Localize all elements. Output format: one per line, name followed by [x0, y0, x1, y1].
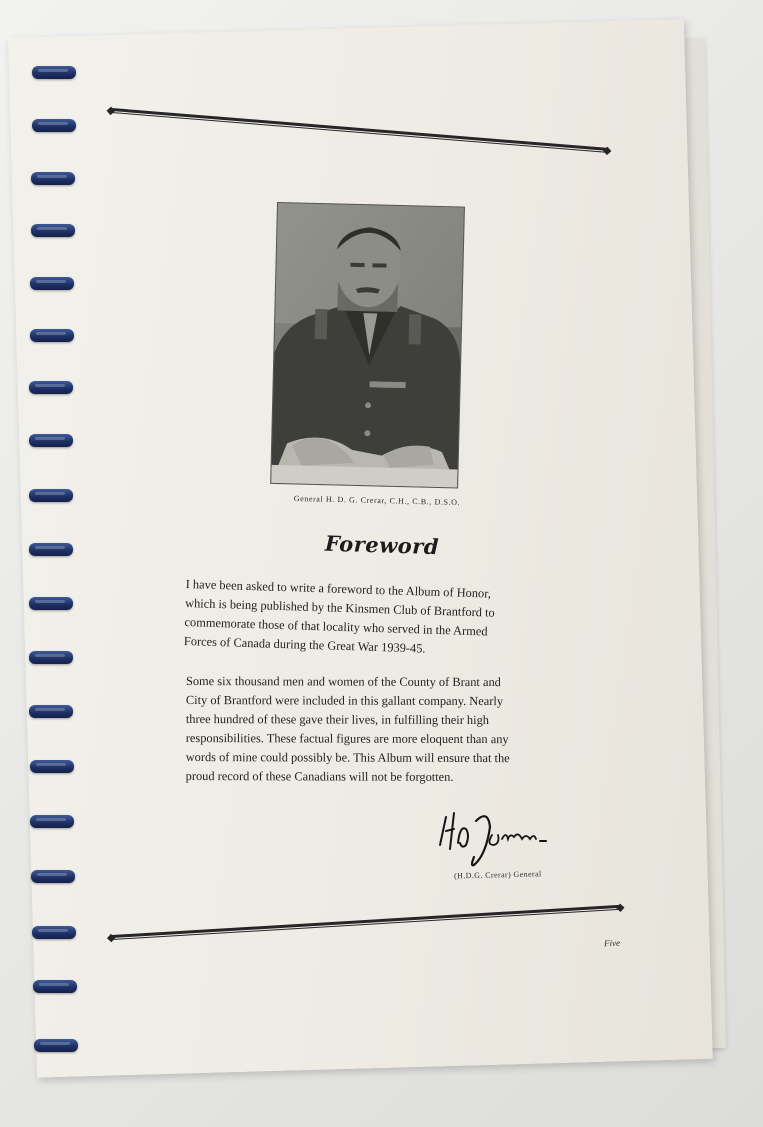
spiral-coil-icon	[29, 597, 73, 610]
spiral-coil-icon	[34, 1039, 78, 1052]
spiral-coil-icon	[31, 172, 75, 185]
page-number: Five	[603, 937, 621, 949]
spiral-coil-icon	[30, 815, 74, 828]
general-portrait-icon	[271, 203, 464, 487]
paragraph-line: Some six thousand men and women of the County of Brant and	[185, 674, 501, 690]
signature-name: (H.D.G. Crerar) General	[453, 869, 542, 881]
paragraph-line: proud record of these Canadians will not be forgotten.	[185, 768, 454, 784]
paragraph-line: City of Brantford were included in this gallant company. Nearly	[185, 692, 504, 709]
foreword-paragraph-2	[186, 672, 556, 787]
spiral-coil-icon	[32, 926, 76, 939]
paragraph-line: I have been asked to write a foreword to the Album of Honor,	[185, 576, 492, 601]
paragraph-line: commemorate those of that locality who served in the Armed	[184, 614, 488, 639]
handwritten-signature	[436, 805, 566, 875]
spiral-coil-icon	[29, 651, 73, 664]
photo-caption: General H. D. G. Crerar, C.H., C.B., D.S.O.	[293, 493, 461, 508]
spiral-coil-icon	[29, 543, 73, 556]
portrait-photograph	[271, 203, 464, 487]
paragraph-line: which is being published by the Kinsmen Club of Brantford to	[184, 595, 495, 620]
spiral-coil-icon	[30, 329, 74, 342]
spiral-coil-icon	[31, 870, 75, 883]
spiral-coil-icon	[31, 224, 75, 237]
paragraph-line: Forces of Canada during the Great War 1939-45.	[183, 633, 426, 656]
spiral-coil-icon	[30, 760, 74, 773]
spiral-binding	[0, 0, 90, 1127]
paragraph-line: three hundred of these gave their lives, in fulfilling their high	[185, 711, 490, 728]
spiral-coil-icon	[30, 277, 74, 290]
signature-icon	[436, 805, 566, 875]
spiral-coil-icon	[32, 66, 76, 79]
spiral-coil-icon	[33, 980, 77, 993]
spiral-coil-icon	[29, 705, 73, 718]
spiral-coil-icon	[32, 119, 76, 132]
page-title: Foreword	[324, 530, 440, 560]
foreword-paragraph-1	[184, 575, 556, 663]
paragraph-line: responsibilities. These factual figures are more eloquent than any	[185, 730, 509, 747]
spiral-coil-icon	[29, 489, 73, 502]
paragraph-line: words of mine could possibly be. This Album will ensure that the	[185, 749, 510, 766]
spiral-coil-icon	[29, 381, 73, 394]
spiral-coil-icon	[29, 434, 73, 447]
